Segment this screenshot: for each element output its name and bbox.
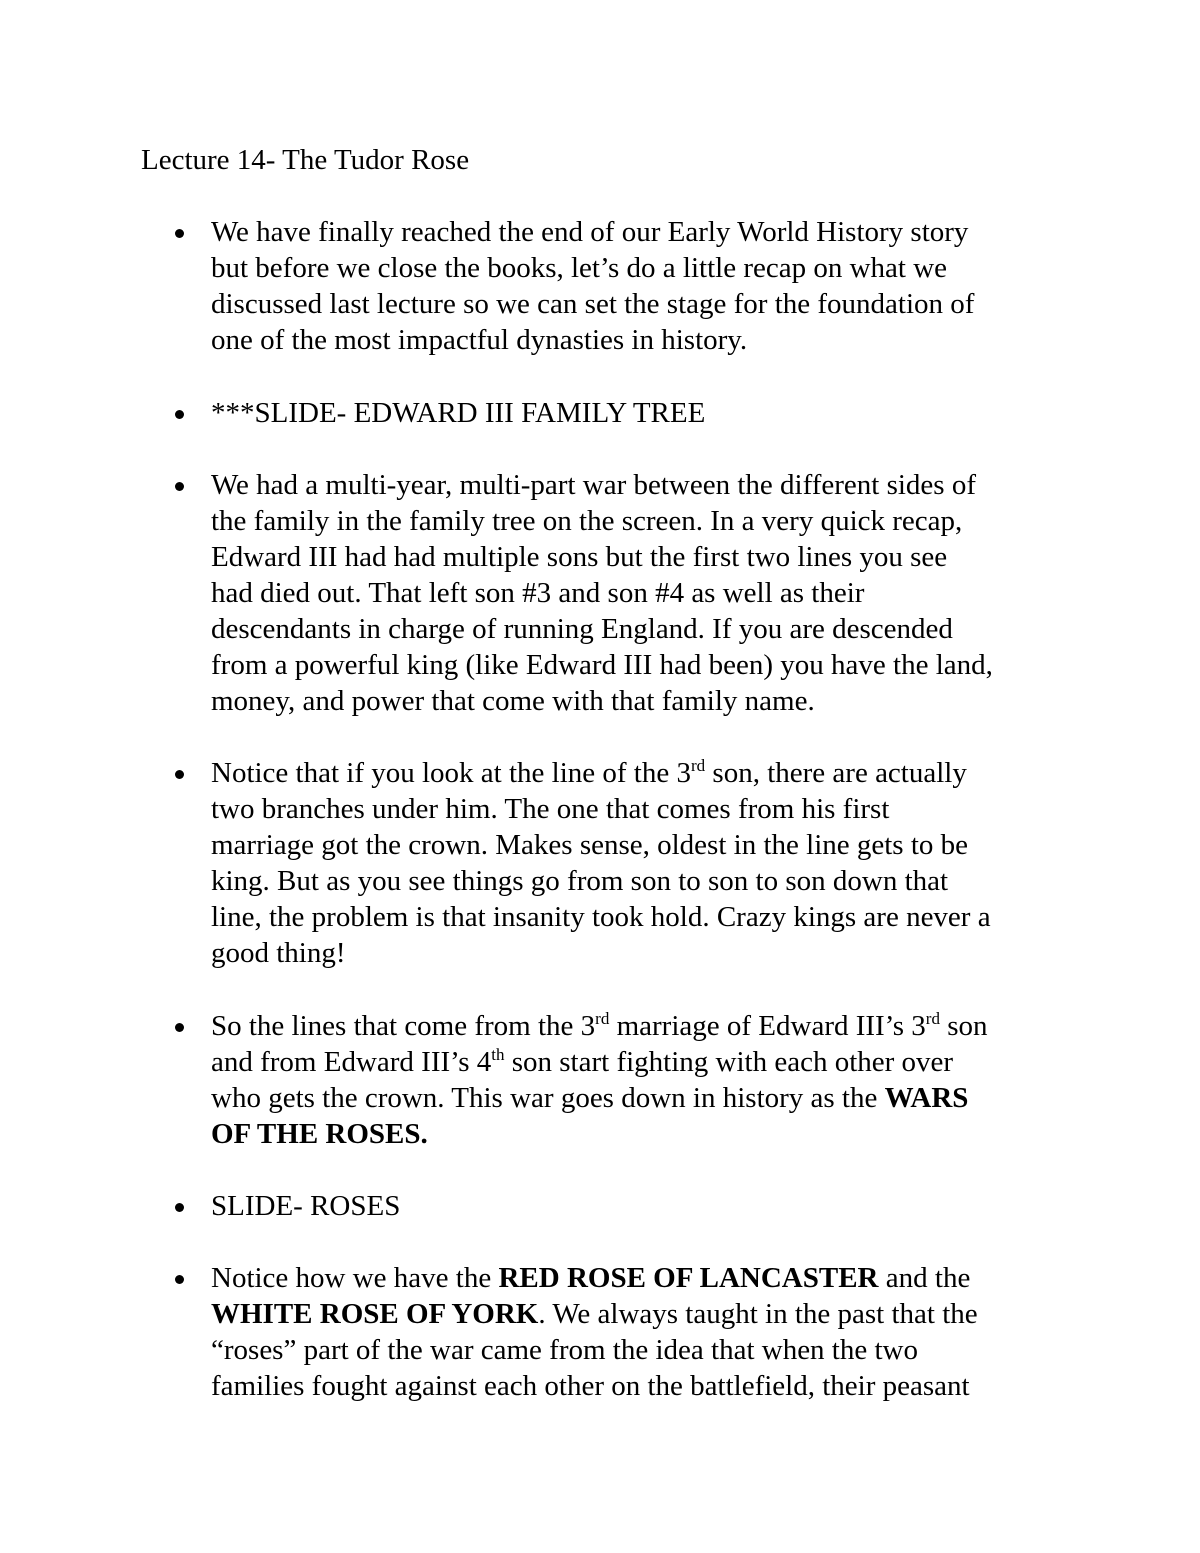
bold-text: OF THE ROSES. xyxy=(211,1118,428,1150)
text-line: marriage got the crown. Makes sense, oldest in the line gets to be xyxy=(211,829,969,861)
text-line: Notice how we have the RED ROSE OF LANCASTER and the xyxy=(211,1262,971,1294)
text-line: Notice that if you look at the line of the 3rd son, there are actually xyxy=(211,756,967,789)
text-line: ***SLIDE- EDWARD III FAMILY TREE xyxy=(211,397,706,429)
text-line: Edward III had had multiple sons but the first two lines you see xyxy=(211,541,948,573)
superscript: rd xyxy=(595,1009,610,1028)
bullet-icon xyxy=(175,1275,184,1284)
text-line: money, and power that come with that family name. xyxy=(211,685,815,717)
bold-text: WHITE ROSE OF YORK xyxy=(211,1298,539,1330)
superscript: rd xyxy=(925,1009,940,1028)
text-line: from a powerful king (like Edward III had been) you have the land, xyxy=(211,649,993,681)
text-line xyxy=(211,1116,1071,1152)
text-line: We have finally reached the end of our Early World History story xyxy=(211,216,969,248)
text-line: families fought against each other on the battlefield, their peasant xyxy=(211,1370,970,1402)
bold-text: WARS xyxy=(884,1082,969,1114)
text-line: two branches under him. The one that comes from his first xyxy=(211,793,890,825)
text-line: descendants in charge of running England. If you are descended xyxy=(211,613,953,645)
bullet-text xyxy=(211,1260,1071,1404)
text-line: had died out. That left son #3 and son #4 as well as their xyxy=(211,577,865,609)
text-line: who gets the crown. This war goes down in history as the WARS xyxy=(211,1082,969,1114)
bullet-icon xyxy=(175,770,184,779)
text-line: king. But as you see things go from son to son to son down that xyxy=(211,865,949,897)
bullet-text xyxy=(211,1188,1071,1224)
superscript: rd xyxy=(691,756,706,775)
bullet-icon xyxy=(175,1203,184,1212)
bullet-icon xyxy=(175,1023,184,1032)
bold-text: RED ROSE OF LANCASTER xyxy=(498,1262,879,1294)
text-line: SLIDE- ROSES xyxy=(211,1190,401,1222)
text-line: and from Edward III’s 4th son start fighting with each other over xyxy=(211,1045,954,1078)
bullet-icon xyxy=(175,482,184,491)
document-title: Lecture 14- The Tudor Rose xyxy=(141,144,470,176)
text-line: WHITE ROSE OF YORK. We always taught in the past that the xyxy=(211,1298,978,1330)
text-line: So the lines that come from the 3rd marriage of Edward III’s 3rd son xyxy=(211,1009,988,1042)
bullet-text xyxy=(211,395,1071,431)
text-line: but before we close the books, let’s do a little recap on what we xyxy=(211,252,948,284)
text-line: We had a multi-year, multi-part war between the different sides of xyxy=(211,469,976,501)
bullet-text xyxy=(211,1008,1071,1152)
bullet-text xyxy=(211,214,1071,358)
bullet-text xyxy=(211,467,1071,719)
bullet-text xyxy=(211,755,1071,971)
superscript: th xyxy=(491,1045,505,1064)
text-line: one of the most impactful dynasties in history. xyxy=(211,324,748,356)
text-line: discussed last lecture so we can set the stage for the foundation of xyxy=(211,288,975,320)
bullet-icon xyxy=(175,229,184,238)
text-line: good thing! xyxy=(211,937,346,969)
bullet-icon xyxy=(175,410,184,419)
text-line: the family in the family tree on the screen. In a very quick recap, xyxy=(211,505,963,537)
text-line: line, the problem is that insanity took hold. Crazy kings are never a xyxy=(211,901,991,933)
text-line: “roses” part of the war came from the idea that when the two xyxy=(211,1334,918,1366)
